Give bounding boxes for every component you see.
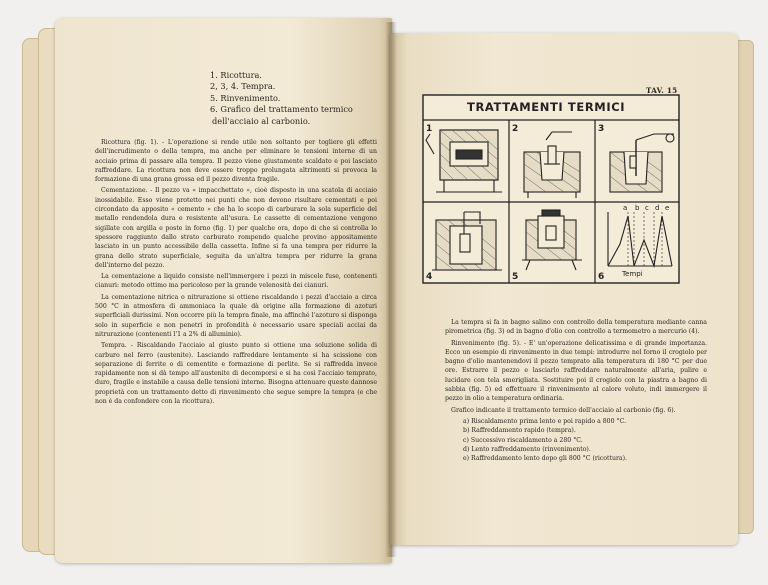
caption-line: 5. Rinvenimento. [210,92,281,103]
graph-letter-b: b [635,204,640,212]
oil-bath-illustration [432,212,502,270]
paragraph-cementazione: Cementazione. - Il pezzo va « impacchettato », cioè disposto in una scatola di acciaio inossidabile. Esso viene protetto nei punti che non devono risultare cementati e poi circondato da apposito « cemento » che ha lo scopo di carburare la sola superficie del metallo rendendola dura e resistente all'usura. Le cassette di cementazione vengono sigillate con argilla e poste in forno (fig. 1) per qualche ora, dopo di che si controlla lo spessore raggiunto dallo strato carburato rompendo qualche provino appositamente lasciato in un punto accessibile della cassetta. Infine si fa una tempra per ridurre la grana dello strato superficiale, seguita da un'altra tempra per ridurre la grana dell'interno del pezzo. [95,187,377,269]
panel-number-5: 5 [512,272,519,282]
panel-number-2: 2 [512,124,519,134]
panel-number-6: 6 [598,272,605,282]
caption-line: 6. Grafico del trattamento termico [210,104,353,115]
caption-line: dell'acciaio al carbonio. [212,115,311,126]
treatment-steps-list [445,417,707,463]
list-item: c) Successivo riscaldamento a 280 °C. [463,436,583,444]
paragraph-nitrurazione: La cementazione nitrica o nitrurazione si ottiene riscaldando i pezzi d'acciaio a circa 500 °C in atmosfera di ammoniaca la quale dà origine alla formazione di azoturi superficiali durissimi. Non occorre più la tempra finale, ma affinché l'azoturo si disponga solo in superficie e non penetri in profondità è necessario usare speciali acciai da nitrurazione (contenenti l'1 a 2% di alluminio). [95,293,377,338]
figure-title: TRATTAMENTI TERMICI [467,100,626,114]
caption-line: 1. Ricottura. [210,70,262,80]
panel-number-3: 3 [598,124,605,134]
paragraph-cementazione-liquido: La cementazione a liquido consiste nell'immergere i pezzi in miscele fuse, contenenti cianuri: metodo ottimo ma pericoloso per la grande velenosità dei cianuri. [95,273,377,290]
graph-letter-a: a [623,204,628,212]
graph-axis-label: Tempi [622,270,643,278]
panel-number-1: 1 [426,124,433,134]
list-item: d) Lento raffreddamento (rinvenimento). [463,445,591,453]
list-item: e) Raffreddamento lento dopo gli 800 °C (ricottura). [463,455,627,463]
list-item: a) Riscaldamento prima lento e poi rapido a 800 °C. [463,417,627,425]
caption-line: 2, 3, 4. Tempra. [210,81,276,92]
panel-number-4: 4 [426,272,433,282]
graph-letter-d: d [655,204,660,212]
graph-letter-c: c [645,204,649,212]
left-page-text [95,138,377,408]
paragraph-tempra-bagno: La tempra si fa in bagno salino con controllo della temperatura mediante canna pirometrica (fig. 3) od in bagno d'olio con controllo a termometro a mercurio (4). [445,319,707,336]
paragraph-grafico: Grafico indicante il trattamento termico dell'acciaio al carbonio (fig. 6). [451,406,676,414]
right-page-text [445,318,707,463]
figure-caption [210,70,390,127]
list-item: b) Raffreddamento rapido (tempra). [463,427,576,435]
paragraph-rinvenimento: Rinvenimento (fig. 5). - E' un'operazione delicatissima e di grande importanza. Ecco un esempio di rinvenimento in due tempi: introdurre nel forno il crogiolo per bagno d'olio mantenendovi il pezzo temprato alla temperatura di 180 °C per due ore. Estrarre il pezzo e lasciarlo raffreddare naturalmente all'aria, pulire e lucidare con tela smerigliata. Sostituire poi il crogiolo con la piastra a bagno di sabbia (fig. 5) ed effettuare il rinvenimento al calore voluto, indi immergere il pezzo in olio a temperatura ordinaria. [445,339,707,403]
plate-number: TAV. 15 [646,86,678,95]
heat-treatment-figure [422,94,680,284]
paragraph-ricottura: Ricottura (fig. 1). - L'operazione si rende utile non soltanto per togliere gli effetti dell'incrudimento o della tempra, ma anche per eliminare le tensioni interne di un acciaio prima di passare alla tempra. Il pezzo viene giustamente scaldato e poi lasciato raffreddare. La ricottura non deve essere troppo prolungata altrimenti si provoca la formazione di una grana grossa ed il pezzo diventa fragile. [95,139,377,184]
graph-letter-e: e [665,204,670,212]
paragraph-tempra: Tempra. - Riscaldando l'acciaio al giusto punto si ottiene una soluzione solida di carburo nel ferro (austenite). Lasciando raffreddare lentamente si ha scissione con separazione di ferrite o di cementite e formazione di perlite. Se si raffredda invece rapidamente non si dà tempo all'austenite di decomporsi e si ha così l'acciaio temprato, duro, fragile e instabile a causa delle tensioni interne. Bisogna attenuare queste dannose proprietà con un trattamento detto di rinvenimento che segue sempre la tempra (e che non è da confondere con la ricottura). [95,342,377,406]
